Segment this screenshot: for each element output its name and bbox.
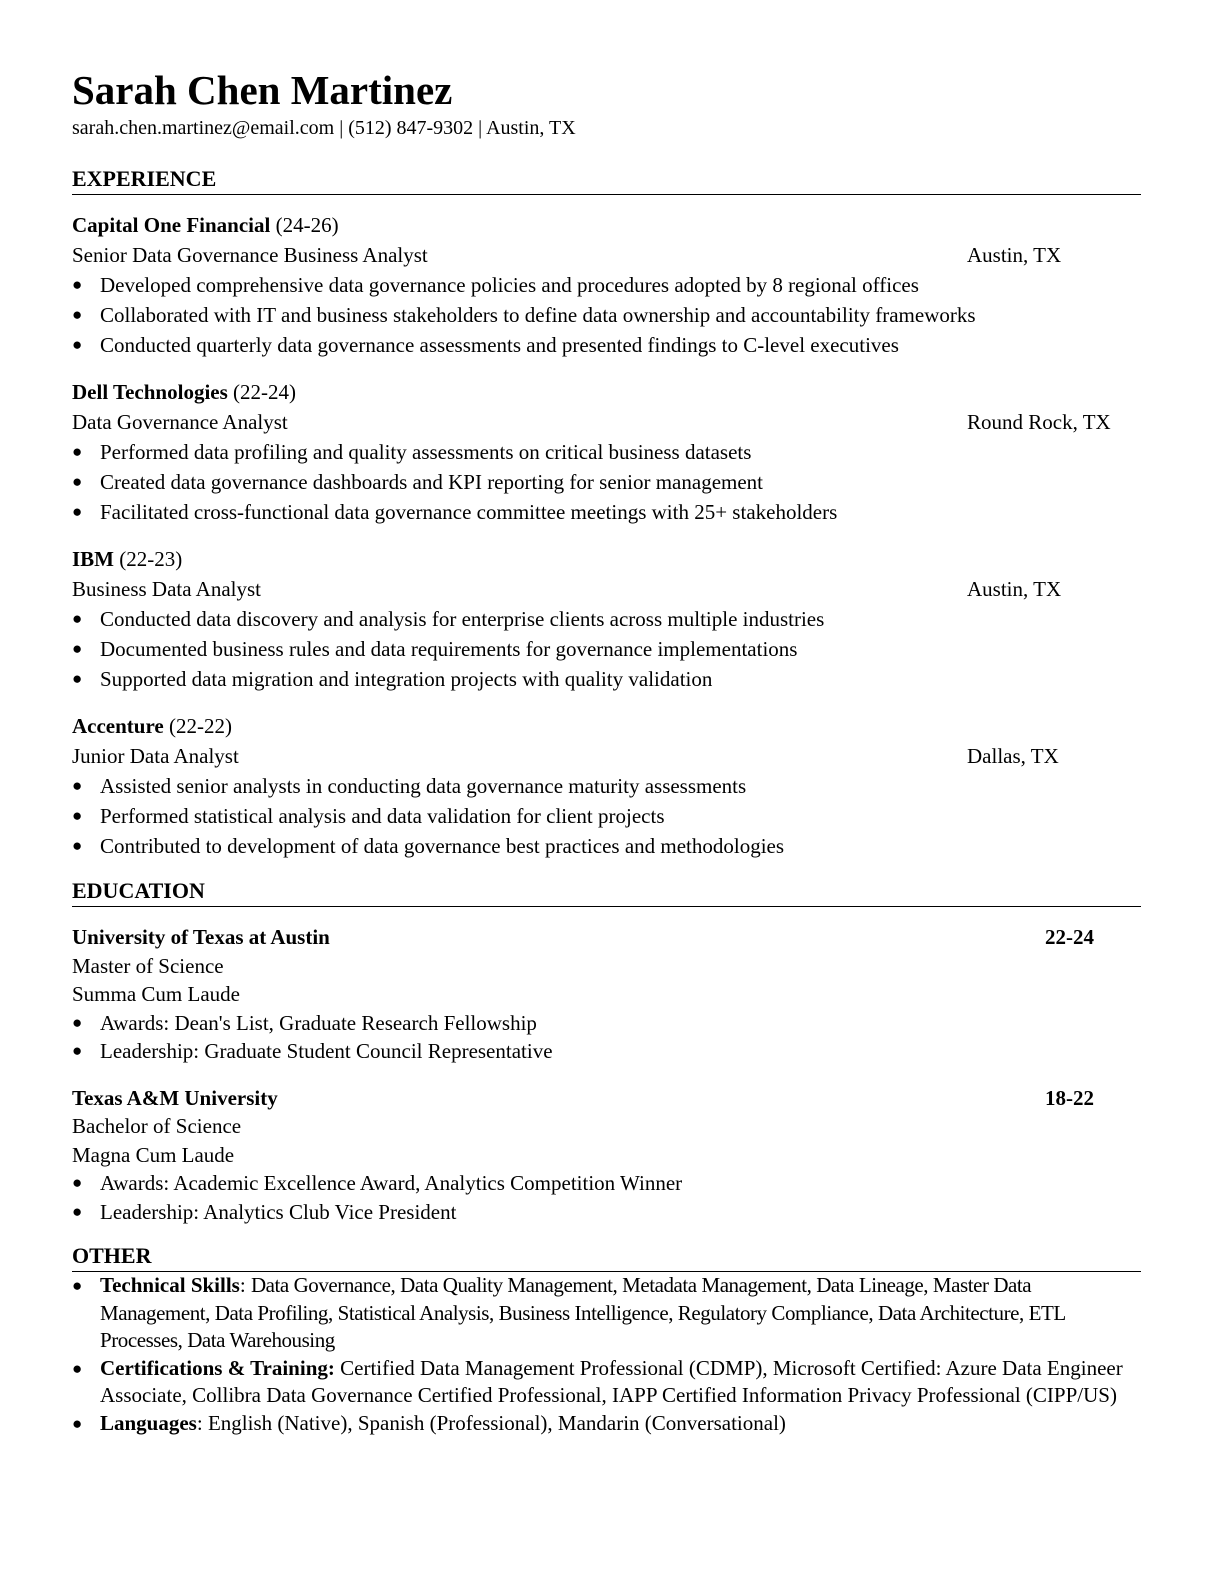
job-company: Accenture bbox=[72, 714, 164, 738]
honors: Summa Cum Laude bbox=[72, 982, 240, 1006]
job-dates: (22-22) bbox=[163, 714, 232, 738]
job-bullet: ● Conducted data discovery and analysis for enterprise clients across multiple industries bbox=[72, 604, 1141, 634]
other-list bbox=[72, 1272, 1141, 1437]
job-bullet: ● Performed data profiling and quality assessments on critical business datasets bbox=[72, 437, 1141, 467]
job-bullet: ● Assisted senior analysts in conducting data governance maturity assessments bbox=[72, 771, 1141, 801]
contact-line: sarah.chen.martinez@email.com | (512) 847-9302 | Austin, TX bbox=[72, 117, 576, 139]
school-name: Texas A&M University bbox=[72, 1085, 278, 1110]
job-bullet: ● Performed statistical analysis and data validation for client projects bbox=[72, 801, 1141, 831]
education-bullet: ● Awards: Dean's List, Graduate Research Fellowship bbox=[72, 1009, 1141, 1038]
job-company: Dell Technologies bbox=[72, 380, 228, 404]
job-bullet: ● Created data governance dashboards and KPI reporting for senior management bbox=[72, 467, 1141, 497]
job-role: Business Data Analyst bbox=[72, 577, 261, 601]
other-item-label: Technical Skills bbox=[100, 1273, 240, 1297]
job-bullet: ● Supported data migration and integration projects with quality validation bbox=[72, 664, 1141, 694]
job-bullet: ● Contributed to development of data governance best practices and methodologies bbox=[72, 831, 1141, 861]
school-dates: 18-22 bbox=[1045, 1085, 1094, 1110]
degree: Master of Science bbox=[72, 953, 224, 978]
job-bullet: ● Documented business rules and data requirements for governance implementations bbox=[72, 634, 1141, 664]
job-dates: (24-26) bbox=[270, 213, 339, 237]
candidate-name: Sarah Chen Martinez bbox=[72, 67, 453, 113]
other-item-label: Certifications & Training: bbox=[100, 1355, 335, 1380]
education-bullet: ● Leadership: Analytics Club Vice President bbox=[72, 1198, 1141, 1227]
other-item-certifications bbox=[72, 1355, 1141, 1410]
job-dates: (22-24) bbox=[227, 380, 297, 404]
section-title-experience: EXPERIENCE bbox=[72, 166, 1141, 195]
other-item-separator: : bbox=[239, 1273, 251, 1297]
other-item-languages bbox=[72, 1410, 1141, 1438]
experience-list bbox=[72, 210, 1141, 861]
education-entry bbox=[72, 923, 1141, 1066]
job-company: IBM bbox=[72, 547, 114, 571]
job-bullet: ● Collaborated with IT and business stakeholders to define data ownership and accountability frameworks bbox=[72, 300, 1141, 330]
education-bullets bbox=[72, 1009, 1141, 1066]
job-bullet: ● Conducted quarterly data governance assessments and presented findings to C-level executives bbox=[72, 330, 1141, 360]
job-role: Junior Data Analyst bbox=[72, 744, 239, 768]
job-dates: (22-23) bbox=[114, 547, 183, 571]
job-bullets bbox=[72, 437, 1141, 527]
job-entry bbox=[72, 544, 1141, 694]
other-item-text: Data Governance, Data Quality Management, Metadata Management, Data Lineage, Master Data Management, Data Profiling, Statistical Analysis, Business Intelligence, Regulatory Compliance, Data Architecture, ETL Processes, Data Warehousing bbox=[100, 1273, 1065, 1352]
other-item-technical-skills bbox=[72, 1272, 1141, 1355]
job-bullets bbox=[72, 604, 1141, 694]
education-bullet: ● Awards: Academic Excellence Award, Analytics Competition Winner bbox=[72, 1169, 1141, 1198]
job-company: Capital One Financial bbox=[72, 213, 271, 237]
job-location: Austin, TX bbox=[967, 577, 1062, 601]
job-location: Round Rock, TX bbox=[967, 410, 1111, 434]
job-role: Data Governance Analyst bbox=[72, 410, 288, 434]
other-item-text: Certified Data Management Professional (CDMP), Microsoft Certified: Azure Data Engineer Associate, Collibra Data Governance Certified Professional, IAPP Certified Information Privacy Professional (CIPP/US) bbox=[100, 1355, 1123, 1407]
other-item-text: English (Native), Spanish (Professional), Mandarin (Conversational) bbox=[207, 1410, 786, 1435]
job-location: Austin, TX bbox=[967, 243, 1062, 267]
job-bullets bbox=[72, 771, 1141, 861]
job-role: Senior Data Governance Business Analyst bbox=[72, 243, 428, 267]
education-entry bbox=[72, 1084, 1141, 1227]
job-entry bbox=[72, 210, 1141, 360]
school-dates: 22-24 bbox=[1045, 925, 1094, 949]
school-name: University of Texas at Austin bbox=[72, 925, 330, 949]
resume-page bbox=[72, 66, 1141, 1437]
job-bullet: ● Developed comprehensive data governance policies and procedures adopted by 8 regional offices bbox=[72, 270, 1141, 300]
degree: Bachelor of Science bbox=[72, 1114, 242, 1138]
education-list bbox=[72, 923, 1141, 1226]
job-bullet: ● Facilitated cross-functional data governance committee meetings with 25+ stakeholders bbox=[72, 497, 1141, 527]
job-bullets bbox=[72, 270, 1141, 360]
job-entry bbox=[72, 377, 1141, 527]
section-title-education: EDUCATION bbox=[72, 878, 1141, 907]
job-location: Dallas, TX bbox=[967, 744, 1059, 768]
education-bullet: ● Leadership: Graduate Student Council Representative bbox=[72, 1037, 1141, 1066]
education-bullets bbox=[72, 1169, 1141, 1226]
job-entry bbox=[72, 711, 1141, 861]
other-item-separator: : bbox=[196, 1410, 208, 1435]
honors: Magna Cum Laude bbox=[72, 1142, 235, 1167]
other-item-label: Languages bbox=[100, 1410, 197, 1435]
section-title-other: OTHER bbox=[72, 1243, 1141, 1272]
